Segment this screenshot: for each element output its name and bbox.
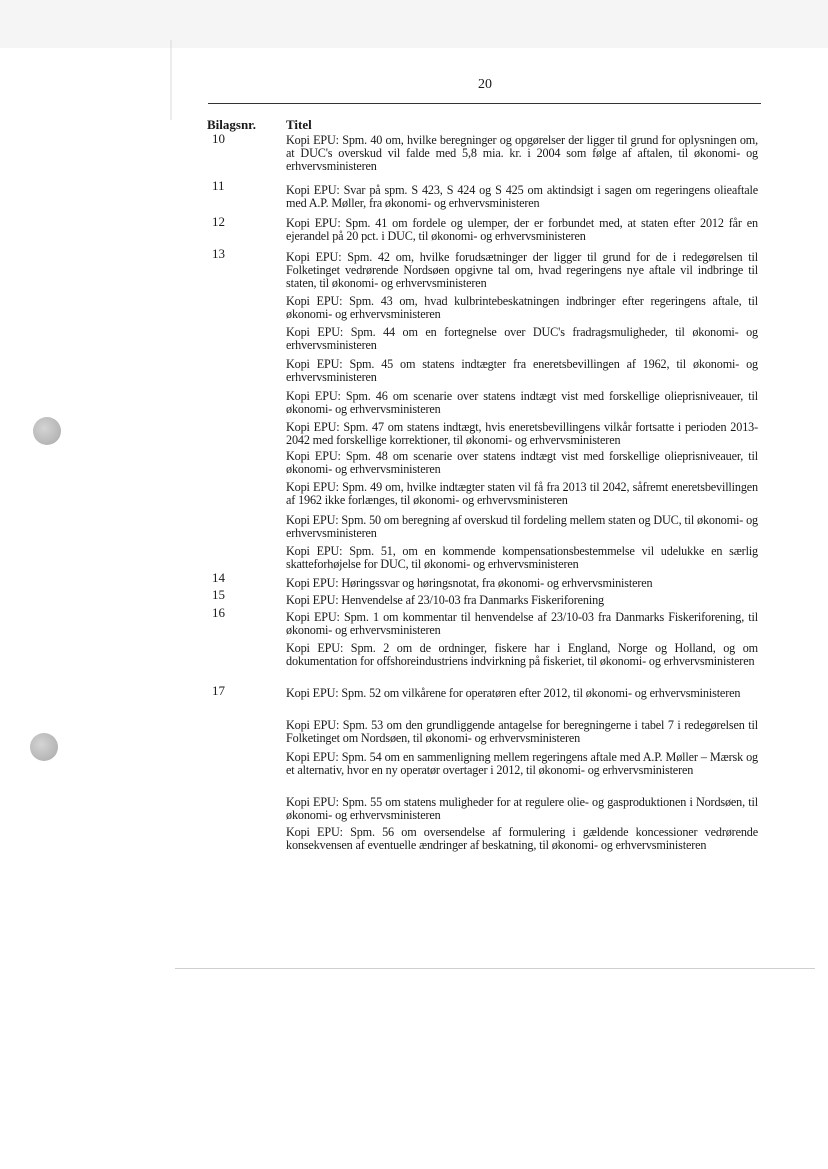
column-header-number: Bilagsnr. [207,117,257,132]
appendix-number: 14 [212,570,225,585]
appendix-title: Kopi EPU: Spm. 40 om, hvilke beregninger og opgørelser der ligger til grund for oplysningen om, at DUC's overskud vil falde med 5,8 mia. kr. i 2004 som følge af aftalen, til økonomi- og erhvervsministeren [286,133,758,173]
appendix-title: Kopi EPU: Spm. 52 om vilkårene for operatøren efter 2012, til økonomi- og erhvervsministeren [286,686,741,700]
punch-hole [30,733,58,761]
appendix-title: Kopi EPU: Spm. 54 om en sammenligning mellem regeringens aftale med A.P. Møller – Mærsk og et alternativ, hvor en ny operatør overtager i 2012, til økonomi- og erhvervsministeren [286,750,758,777]
appendix-title: Kopi EPU: Spm. 46 om scenarie over statens indtægt vist med forskellige olieprisniveauer, til økonomi- og erhvervsministeren [286,389,758,416]
appendix-title: Kopi EPU: Spm. 41 om fordele og ulemper, der er forbundet med, at staten efter 2012 får en ejerandel på 20 pct. i DUC, til økonomi- og erhvervsministeren [286,216,758,243]
appendix-number: 13 [212,246,225,261]
appendix-number: 15 [212,587,225,602]
appendix-number: 11 [212,178,225,193]
appendix-title: Kopi EPU: Spm. 49 om, hvilke indtægter staten vil få fra 2013 til 2042, såfremt eneretsbevillingen af 1962 ikke forlænges, til økonomi- og erhvervsministeren [286,480,758,507]
appendix-title: Kopi EPU: Henvendelse af 23/10-03 fra Danmarks Fiskeriforening [286,593,604,607]
appendix-title: Kopi EPU: Svar på spm. S 423, S 424 og S 425 om aktindsigt i sagen om regeringens olieaftale med A.P. Møller, fra økonomi- og erhvervsministeren [286,183,758,210]
appendix-title: Kopi EPU: Spm. 43 om, hvad kulbrintebeskatningen indbringer efter regeringens aftale, til økonomi- og erhvervsministeren [286,294,758,321]
appendix-number: 12 [212,214,225,229]
appendix-title: Kopi EPU: Spm. 47 om statens indtægt, hvis eneretsbevillingens vilkår fortsatte i perioden 2013-2042 med forskellige korrektioner, til økonomi- og erhvervsministeren [286,420,758,447]
appendix-title: Kopi EPU: Spm. 51, om en kommende kompensationsbestemmelse vil udelukke en særlig skatteforhøjelse for DUC, til økonomi- og erhvervsministeren [286,544,758,571]
appendix-title: Kopi EPU: Spm. 44 om en fortegnelse over DUC's fradragsmuligheder, til økonomi- og erhvervsministeren [286,325,758,352]
scan-noise-top [0,0,828,48]
appendix-title: Kopi EPU: Spm. 48 om scenarie over statens indtægt vist med forskellige olieprisniveauer, til økonomi- og erhvervsministeren [286,449,758,476]
punch-hole [33,417,61,445]
appendix-title: Kopi EPU: Høringssvar og høringsnotat, fra økonomi- og erhvervsministeren [286,576,653,590]
appendix-title: Kopi EPU: Spm. 45 om statens indtægter fra eneretsbevillingen af 1962, til økonomi- og erhvervsministeren [286,357,758,384]
appendix-title: Kopi EPU: Spm. 1 om kommentar til henvendelse af 23/10-03 fra Danmarks Fiskeriforening, til økonomi- og erhvervsministeren [286,610,758,637]
scan-edge-mark [170,40,172,120]
appendix-title: Kopi EPU: Spm. 50 om beregning af overskud til fordeling mellem staten og DUC, til økonomi- og erhvervsministeren [286,513,758,540]
appendix-number: 10 [212,131,225,146]
appendix-title: Kopi EPU: Spm. 55 om statens muligheder for at regulere olie- og gasproduktionen i Nordsøen, til økonomi- og erhvervsministeren [286,795,758,822]
appendix-number: 16 [212,605,225,620]
appendix-title: Kopi EPU: Spm. 53 om den grundliggende antagelse for beregningerne i tabel 7 i redegørelsen til Folketinget om Nordsøen, til økonomi- og erhvervsministeren [286,718,758,745]
appendix-title: Kopi EPU: Spm. 42 om, hvilke forudsætninger der ligger til grund for de i redegørelsen til Folketinget vedrørende Nordsøen opgivne tal om, hvad regeringens nye aftale vil indbringe til staten, til økonomi- og erhvervsministeren [286,250,758,290]
appendix-number: 17 [212,683,225,698]
appendix-title: Kopi EPU: Spm. 56 om oversendelse af formulering i gældende koncessioner vedrørende konsekvensen af eventuelle ændringer af beskatning, til økonomi- og erhvervsministeren [286,825,758,852]
header-rule [208,103,761,104]
scan-smudge-line [175,968,815,969]
page-number: 20 [478,77,492,92]
column-header-title: Titel [286,117,312,132]
appendix-title: Kopi EPU: Spm. 2 om de ordninger, fiskere har i England, Norge og Holland, og om dokumentation for offshoreindustriens indvirkning på fiskeriet, til økonomi- og erhvervsministeren [286,641,758,668]
